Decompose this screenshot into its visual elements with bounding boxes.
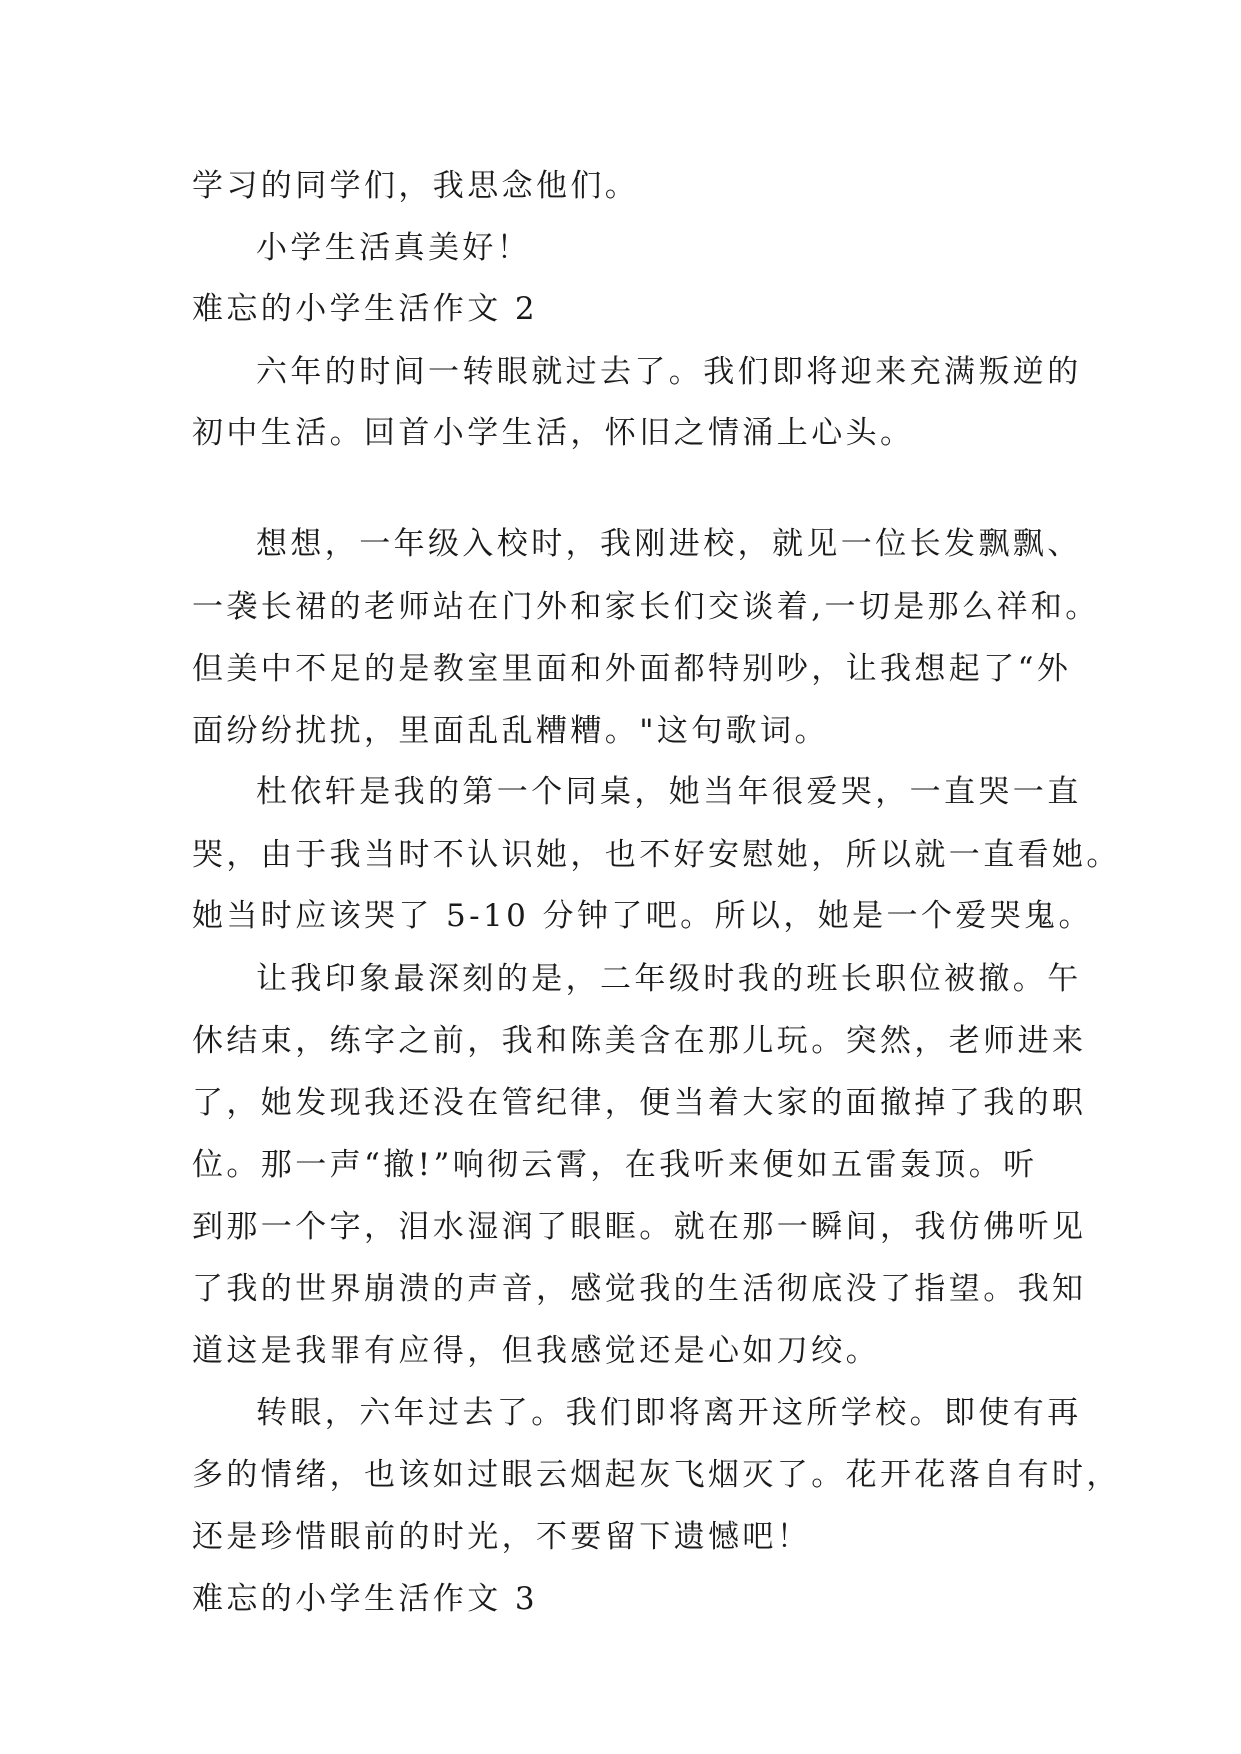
body-text-line: 让我印象最深刻的是，二年级时我的班长职位被撤。午: [256, 961, 1082, 997]
body-text-line: 休结束，练字之前，我和陈美含在那儿玩。突然，老师进来: [192, 1023, 1087, 1059]
body-text-line: 位。那一声“撤!”响彻云霄，在我听来便如五雷轰顶。听: [192, 1147, 1038, 1183]
body-text-line: 她当时应该哭了 5-10 分钟了吧。所以，她是一个爱哭鬼。: [192, 898, 1093, 934]
body-text-line: 到那一个字，泪水湿润了眼眶。就在那一瞬间，我仿佛听见: [192, 1209, 1087, 1245]
body-text-line: 学习的同学们，我思念他们。: [192, 168, 640, 204]
body-text-line: 想想，一年级入校时，我刚进校，就见一位长发飘飘、: [256, 526, 1082, 562]
body-text-line: 转眼，六年过去了。我们即将离开这所学校。即使有再: [256, 1395, 1082, 1431]
body-text-line: 了，她发现我还没在管纪律，便当着大家的面撤掉了我的职: [192, 1085, 1087, 1121]
section-heading: 难忘的小学生活作文 2: [192, 291, 538, 327]
body-text-line: 道这是我罪有应得，但我感觉还是心如刀绞。: [192, 1333, 880, 1369]
body-text-line: 了我的世界崩溃的声音，感觉我的生活彻底没了指望。我知: [192, 1271, 1087, 1307]
body-text-line: 小学生活真美好！: [256, 230, 532, 266]
body-text-line: 六年的时间一转眼就过去了。我们即将迎来充满叛逆的: [256, 354, 1082, 390]
body-text-line: 一袭长裙的老师站在门外和家长们交谈着,一切是那么祥和。: [192, 589, 1100, 625]
body-text-line: 多的情绪，也该如过眼云烟起灰飞烟灭了。花开花落自有时，: [192, 1457, 1121, 1493]
body-text-line: 但美中不足的是教室里面和外面都特别吵，让我想起了“外: [192, 651, 1072, 687]
body-text-line: 哭，由于我当时不认识她，也不好安慰她，所以就一直看她。: [192, 837, 1121, 873]
body-text-line: 面纷纷扰扰，里面乱乱糟糟。"这句歌词。: [192, 713, 829, 749]
section-heading: 难忘的小学生活作文 3: [192, 1581, 538, 1617]
body-text-line: 杜依轩是我的第一个同桌，她当年很爱哭，一直哭一直: [256, 774, 1082, 810]
body-text-line: 还是珍惜眼前的时光，不要留下遗憾吧！: [192, 1519, 812, 1555]
body-text-line: 初中生活。回首小学生活，怀旧之情涌上心头。: [192, 415, 915, 451]
